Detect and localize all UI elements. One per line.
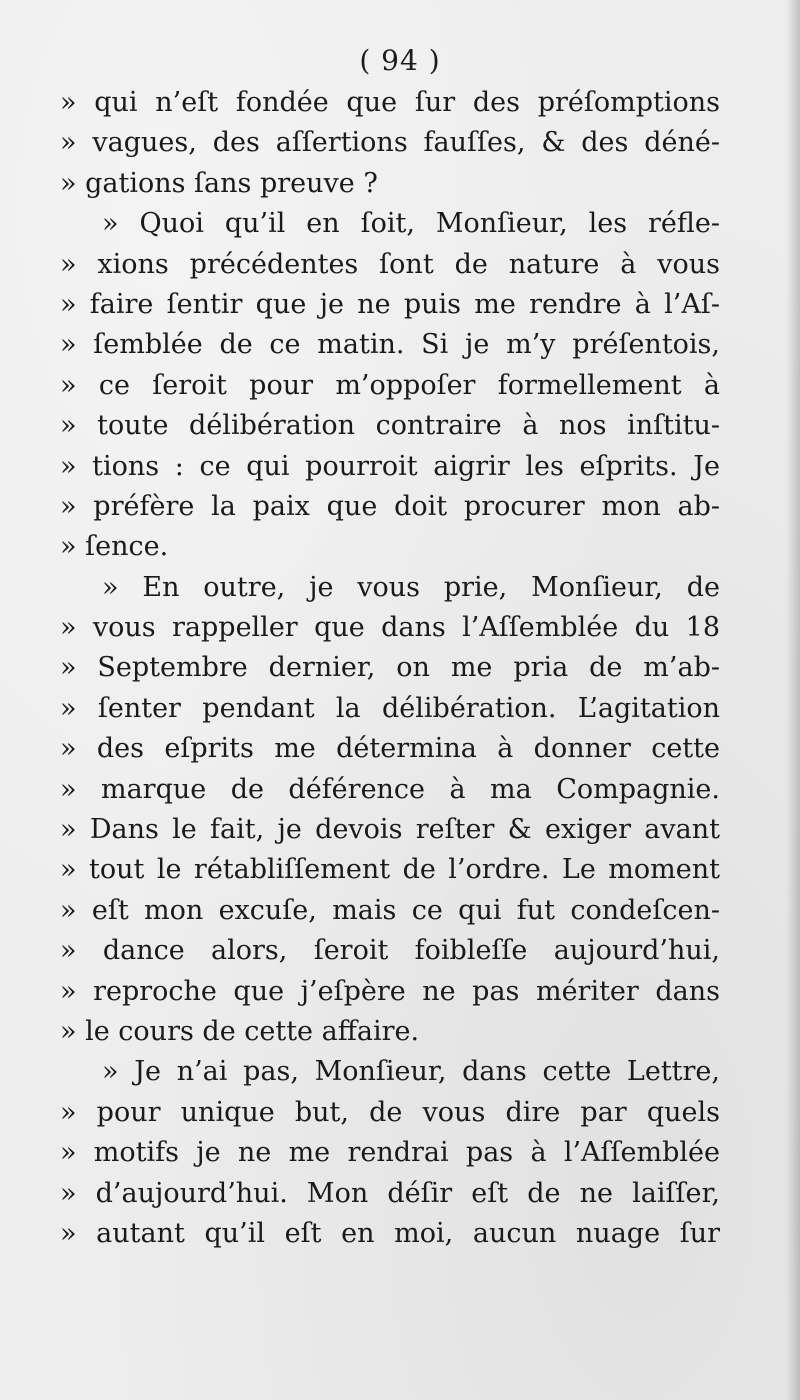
text-line: » reproche que j’eſpère ne pas mériter dans xyxy=(60,975,720,1007)
text-line: » ſemblée de ce matin. Si je m’y préſentois, xyxy=(60,329,720,361)
text-line: » gations ſans preuve ? xyxy=(60,167,378,199)
text-line: » des eſprits me détermina à donner cette xyxy=(60,733,720,765)
text-line: » marque de déférence à ma Compagnie. xyxy=(60,773,720,805)
text-line: » pour unique but, de vous dire par quels xyxy=(60,1096,720,1128)
text-line: » motifs je ne me rendrai pas à l’Aſſemblée xyxy=(60,1137,720,1169)
text-line: » En outre, je vous prie, Monſieur, de xyxy=(102,571,720,603)
text-line: » Dans le fait, je devois reſter & exiger avant xyxy=(60,814,720,846)
text-line: » ſenter pendant la délibération. L’agitation xyxy=(60,692,720,724)
text-line: » qui n’eſt fondée que ſur des préſomptions xyxy=(60,87,720,118)
text-line: » le cours de cette affaire. xyxy=(60,1015,420,1047)
text-line: » Je n’ai pas, Monſieur, dans cette Lettre, xyxy=(102,1056,720,1088)
text-line: » tout le rétabliſſement de l’ordre. Le moment xyxy=(60,854,720,886)
text-line: » préfère la paix que doit procurer mon ab- xyxy=(60,490,720,522)
text-line: » autant qu’il eſt en moi, aucun nuage ſur xyxy=(60,1217,720,1249)
text-line: » dance alors, ſeroit foibleſſe aujourd’hui, xyxy=(60,935,720,967)
text-line: » vagues, des aſſertions fauſſes, & des déné- xyxy=(60,127,720,159)
text-line: » ſence. xyxy=(60,531,169,563)
text-line: » Septembre dernier, on me pria de m’ab- xyxy=(60,652,720,684)
page-edge-shadow xyxy=(786,0,800,1400)
text-line: » toute délibération contraire à nos inſtitu- xyxy=(60,410,720,442)
text-line: » vous rappeller que dans l’Aſſemblée du 18 xyxy=(60,612,720,644)
text-line: » eſt mon excuſe, mais ce qui fut condeſcen- xyxy=(60,894,720,926)
text-line: » faire ſentir que je ne puis me rendre à l’Aſ- xyxy=(60,288,720,320)
text-line: » d’aujourd’hui. Mon déſir eſt de ne laiſſer, xyxy=(60,1177,720,1209)
text-line: » Quoi qu’il en ſoit, Monſieur, les réfle- xyxy=(102,208,720,240)
text-line: » ce ſeroit pour m’oppoſer formellement à xyxy=(60,369,720,401)
text-line: » xions précédentes ſont de nature à vous xyxy=(60,248,720,280)
page-number: ( 94 ) xyxy=(359,44,441,77)
body-text xyxy=(60,83,720,1254)
text-line: » tions : ce qui pourroit aigrir les eſprits. Je xyxy=(60,450,720,482)
